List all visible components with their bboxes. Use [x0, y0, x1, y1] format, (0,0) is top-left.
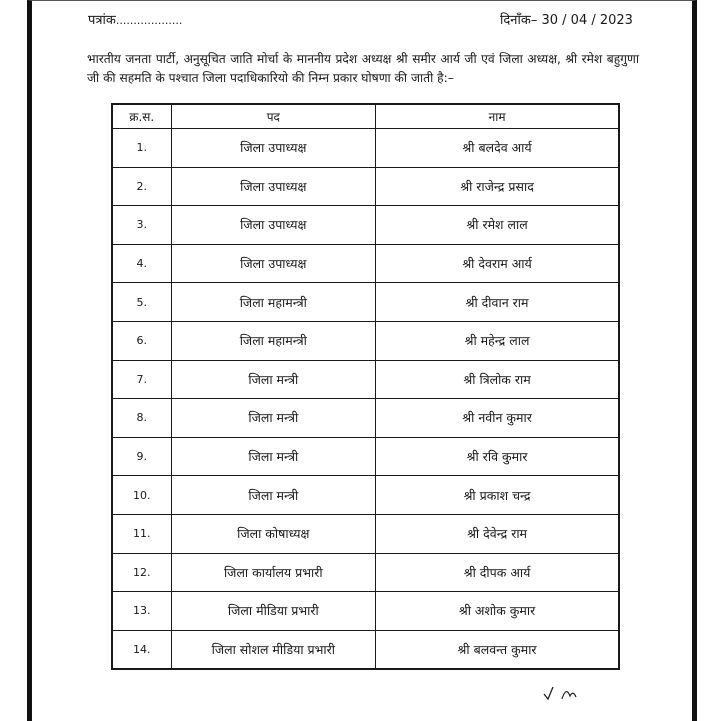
office-bearers-table	[111, 103, 620, 670]
name-cell: श्री दीपक आर्य	[376, 553, 619, 592]
header-post: पद	[171, 104, 376, 129]
post-cell: जिला महामन्त्री	[171, 321, 376, 360]
post-cell: जिला मीडिया प्रभारी	[171, 592, 376, 631]
post-cell: जिला मन्त्री	[171, 437, 376, 476]
letter-number-blank: ...................	[115, 14, 183, 27]
post-cell: जिला उपाध्यक्ष	[171, 129, 376, 168]
name-cell: श्री प्रकाश चन्द्र	[376, 476, 619, 515]
name-cell: श्री बलदेव आर्य	[376, 129, 619, 168]
letter-number-label: पत्रांक	[88, 13, 116, 28]
table-row	[112, 553, 619, 592]
serial-number-cell: 8.	[112, 399, 171, 438]
table-row	[112, 592, 619, 631]
post-cell: जिला कार्यालय प्रभारी	[171, 553, 376, 592]
name-cell: श्री महेन्द्र लाल	[376, 321, 619, 360]
serial-number-cell: 6.	[112, 321, 171, 360]
post-cell: जिला मन्त्री	[171, 360, 376, 399]
intro-paragraph: भारतीय जनता पार्टी, अनुसूचित जाति मोर्चा के माननीय प्रदेश अध्यक्ष श्री समीर आर्य जी एवं जिला अध्यक्ष, श्री रमेश बहुगुणा जी की सहमति के पश्चात जिला पदाधिकारियो की निम्न प्रकार घोषणा की जाती है:–	[87, 52, 639, 86]
table-row	[112, 514, 619, 553]
serial-number-cell: 4.	[112, 244, 171, 283]
serial-number-cell: 2.	[112, 167, 171, 206]
name-cell: श्री देवेन्द्र राम	[376, 514, 619, 553]
serial-number-cell: 12.	[112, 553, 171, 592]
table-row	[112, 360, 619, 399]
post-cell: जिला मन्त्री	[171, 399, 376, 438]
post-cell: जिला सोशल मीडिया प्रभारी	[171, 630, 376, 669]
table-row	[112, 167, 619, 206]
serial-number-cell: 9.	[112, 437, 171, 476]
name-cell: श्री दीवान राम	[376, 283, 619, 322]
table-row	[112, 399, 619, 438]
table-row	[112, 206, 619, 245]
table-row	[112, 437, 619, 476]
name-cell: श्री देवराम आर्य	[376, 244, 619, 283]
post-cell: जिला कोषाध्यक्ष	[171, 514, 376, 553]
post-cell: जिला मन्त्री	[171, 476, 376, 515]
name-cell: श्री बलवन्त कुमार	[376, 630, 619, 669]
post-cell: जिला महामन्त्री	[171, 283, 376, 322]
name-cell: श्री अशोक कुमार	[376, 592, 619, 631]
table-row	[112, 129, 619, 168]
header-serial-number: क्र.स.	[112, 104, 171, 129]
post-cell: जिला उपाध्यक्ष	[171, 244, 376, 283]
serial-number-cell: 5.	[112, 283, 171, 322]
name-cell: श्री रमेश लाल	[376, 206, 619, 245]
serial-number-cell: 7.	[112, 360, 171, 399]
name-cell: श्री रवि कुमार	[376, 437, 619, 476]
name-cell: श्री राजेन्द्र प्रसाद	[376, 167, 619, 206]
date-line	[500, 10, 633, 28]
table-row	[112, 321, 619, 360]
serial-number-cell: 11.	[112, 514, 171, 553]
table-row	[112, 244, 619, 283]
date-value: 30 / 04 / 2023	[541, 13, 633, 28]
serial-number-cell: 1.	[112, 129, 171, 168]
serial-number-cell: 14.	[112, 630, 171, 669]
name-cell: श्री त्रिलोक राम	[376, 360, 619, 399]
date-label: दिनाँक–	[500, 13, 538, 28]
name-cell: श्री नवीन कुमार	[376, 399, 619, 438]
signature-mark	[540, 684, 590, 700]
letter-number-line	[88, 10, 182, 28]
serial-number-cell: 10.	[112, 476, 171, 515]
serial-number-cell: 13.	[112, 592, 171, 631]
table-header-row	[112, 104, 619, 129]
table-row	[112, 630, 619, 669]
table-row	[112, 476, 619, 515]
post-cell: जिला उपाध्यक्ष	[171, 167, 376, 206]
table-row	[112, 283, 619, 322]
post-cell: जिला उपाध्यक्ष	[171, 206, 376, 245]
serial-number-cell: 3.	[112, 206, 171, 245]
header-name: नाम	[376, 104, 619, 129]
